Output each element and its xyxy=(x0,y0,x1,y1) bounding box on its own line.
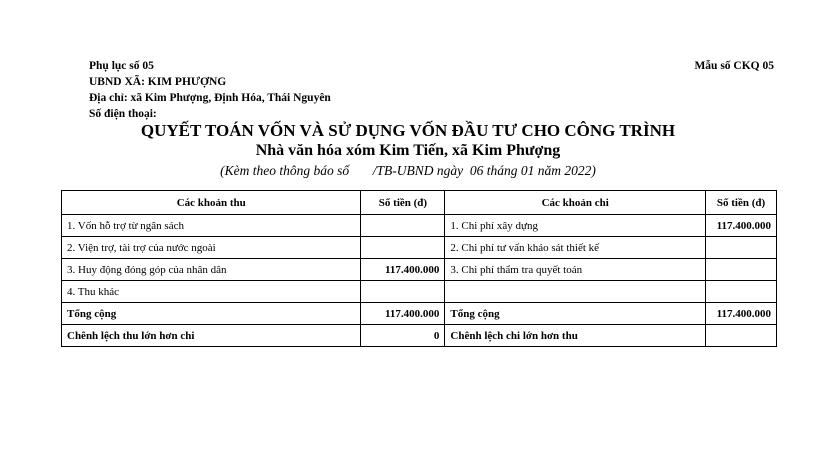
income-total-amount: 117.400.000 xyxy=(361,303,445,325)
table-header-row xyxy=(62,191,777,215)
reference-note: (Kèm theo thông báo số /TB-UBND ngày 06 tháng 01 năm 2022) xyxy=(220,163,596,178)
total-row xyxy=(62,303,777,325)
table-row xyxy=(62,259,777,281)
expense-over-income-label: Chênh lệch chi lớn hơn thu xyxy=(445,325,706,347)
project-name: Nhà văn hóa xóm Kim Tiến, xã Kim Phượng xyxy=(255,142,561,159)
expense-amount xyxy=(706,281,777,303)
document-title: QUYẾT TOÁN VỐN VÀ SỬ DỤNG VỐN ĐẦU TƯ CHO CÔNG TRÌNH xyxy=(140,121,676,140)
income-amount: 117.400.000 xyxy=(361,259,445,281)
header-expense-items: Các khoản chi xyxy=(445,191,706,215)
header-expense-amount: Số tiền (đ) xyxy=(706,191,777,215)
table-row xyxy=(62,237,777,259)
income-item: 3. Huy động đóng góp của nhân dân xyxy=(62,259,361,281)
expense-item: 2. Chi phí tư vấn khảo sát thiết kế xyxy=(445,237,706,259)
expense-total-amount: 117.400.000 xyxy=(706,303,777,325)
agency-name: UBND XÃ: KIM PHƯỢNG xyxy=(89,76,227,88)
settlement-table xyxy=(61,190,777,347)
expense-amount: 117.400.000 xyxy=(706,215,777,237)
income-item: 2. Viện trợ, tài trợ của nước ngoài xyxy=(62,237,361,259)
expense-item xyxy=(445,281,706,303)
income-total-label: Tổng cộng xyxy=(62,303,361,325)
phone-line: Số điện thoại: xyxy=(89,108,157,120)
table-row xyxy=(62,215,777,237)
table-row xyxy=(62,281,777,303)
expense-over-income-amount xyxy=(706,325,777,347)
income-over-expense-amount: 0 xyxy=(361,325,445,347)
form-number: Mẫu số CKQ 05 xyxy=(694,60,774,72)
expense-item: 3. Chi phí thẩm tra quyết toán xyxy=(445,259,706,281)
income-amount xyxy=(361,281,445,303)
header-income-amount: Số tiền (đ) xyxy=(361,191,445,215)
income-item: 4. Thu khác xyxy=(62,281,361,303)
appendix-label: Phụ lục số 05 xyxy=(89,60,154,72)
header-income-items: Các khoản thu xyxy=(62,191,361,215)
address-line: Địa chỉ: xã Kim Phượng, Định Hóa, Thái Nguyên xyxy=(89,92,331,104)
expense-amount xyxy=(706,237,777,259)
expense-item: 1. Chi phí xây dựng xyxy=(445,215,706,237)
income-over-expense-label: Chênh lệch thu lớn hơn chi xyxy=(62,325,361,347)
expense-amount xyxy=(706,259,777,281)
income-item: 1. Vốn hỗ trợ từ ngân sách xyxy=(62,215,361,237)
expense-total-label: Tổng cộng xyxy=(445,303,706,325)
difference-row xyxy=(62,325,777,347)
income-amount xyxy=(361,237,445,259)
income-amount xyxy=(361,215,445,237)
